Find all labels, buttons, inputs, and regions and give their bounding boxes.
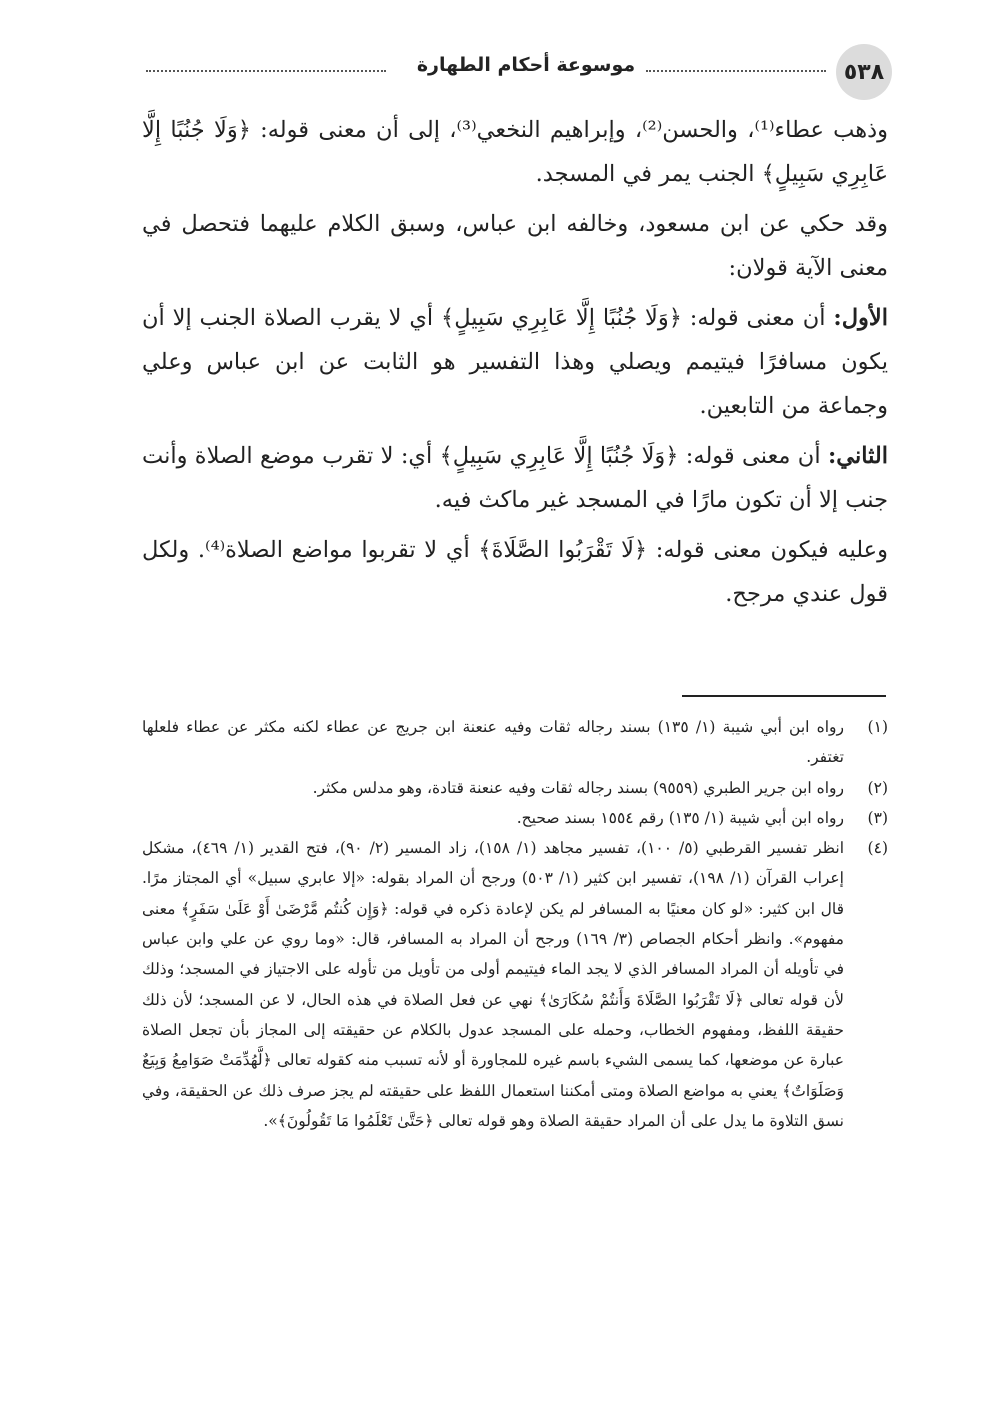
paragraph-second-opinion [142,434,888,522]
footnote [142,803,888,833]
header-dotted-rule-right [646,70,826,72]
paragraph-2: وقد حكي عن ابن مسعود، وخالفه ابن عباس، وسبق الكلام عليهما فتحصل في معنى الآية قولان: [142,211,888,281]
second-opinion-label: الثاني: [827,443,889,469]
footnote [142,773,888,803]
footnotes [142,712,888,1136]
footnote-separator [682,695,886,697]
header-dotted-rule-left [146,70,386,72]
main-text [142,108,888,622]
footnote-text: انظر تفسير القرطبي (٥/ ١٠٠)، تفسير مجاهد (١/ ١٥٨)، زاد المسير (٢/ ٩٠)، فتح القدير (١/ ٤٦٩)، مشكل إعراب القرآن (١/ ١٩٨)، تفسير ابن كثير (١/ ٥٠٣) ورجح أن المراد بقوله: «إلا عابري سبيل» أي المجتاز مرًا. قال ابن كثير: «لو كان معنيًا به المسافر لم يكن لإعادة ذكره في قوله: ﴿وَإِن كُنتُم مَّرْضَىٰ أَوْ عَلَىٰ سَفَرٍ﴾ معنى مفهوم». وانظر أحكام الجصاص (٣/ ١٦٩) ورجح أن المراد به المسافر، قال: «وما روي عن علي وابن عباس في تأويله أن المراد المسافر الذي لا يجد الماء فيتيمم أولى من تأويل من تأوله على الاجتياز في المسجد؛ وذلك لأن قوله تعالى ﴿لَا تَقْرَبُوا الصَّلَاةَ وَأَنتُمْ سُكَارَىٰ﴾ نهي عن فعل الصلاة في هذه الحال، لا عن المسجد؛ لأن ذلك حقيقة اللفظ، ومفهوم الخطاب، وحمله على المسجد عدول بالكلام عن حقيقته إلى المجاز بأن تجعل الصلاة عبارة عن موضعها، كما يسمى الشيء باسم غيره للمجاورة أو لأنه تسبب منه كقوله تعالى ﴿لَّهُدِّمَتْ صَوَامِعُ وَبِيَعٌ وَصَلَوَاتٌ﴾ يعني به مواضع الصلاة ومتى أمكننا استعمال اللفظ على حقيقته لم يجز صرف ذلك عن الحقيقة، وفي نسق التلاوة ما يدل على أن المراد حقيقة الصلاة وهو قوله تعالى ﴿حَتَّىٰ تَعْلَمُوا مَا تَقُولُونَ﴾». [142,839,845,1130]
footnote [142,712,888,773]
first-opinion-text: أن معنى قوله: ﴿وَلَا جُنُبًا إِلَّا عَابِرِي سَبِيلٍ﴾ أي لا يقرب الصلاة الجنب إلا أن يكون مسافرًا فيتيمم ويصلي وهذا التفسير هو الثابت عن ابن عباس وعلي وجماعة من التابعين. [142,305,888,419]
paragraph-1: وذهب عطاء⁽¹⁾، والحسن⁽²⁾، وإبراهيم النخعي⁽³⁾، إلى أن معنى قوله: ﴿وَلَا جُنُبًا إِلَّا عَابِرِي سَبِيلٍ﴾ الجنب يمر في المسجد. [142,117,889,187]
footnote [142,833,888,1136]
footnote-text: رواه ابن أبي شيبة (١/ ١٣٥) رقم ١٥٥٤ بسند صحيح. [516,808,844,827]
footnote-number: (٤) [867,839,888,858]
paragraph-5: وعليه فيكون معنى قوله: ﴿لَا تَقْرَبُوا الصَّلَاةَ﴾ أي لا تقربوا مواضع الصلاة⁽⁴⁾. ولكل قول عندي مرجح. [142,537,888,607]
running-title: موسوعة أحكام الطهارة [416,54,636,76]
footnote-number: (٢) [867,778,888,797]
second-opinion-text: أن معنى قوله: ﴿وَلَا جُنُبًا إِلَّا عَابِرِي سَبِيلٍ﴾ أي: لا تقرب موضع الصلاة وأنت جنب إلا أن تكون مارًا في المسجد غير ماكث فيه. [142,443,888,513]
footnote-text: رواه ابن جرير الطبري (٩٥٥٩) بسند رجاله ثقات وفيه عنعنة قتادة، وهو مدلس مكثر. [312,778,844,797]
footnote-number: (٣) [867,808,888,827]
footnote-text: رواه ابن أبي شيبة (١/ ١٣٥) بسند رجاله ثقات وفيه عنعنة ابن جريج عن عطاء لكنه مكثر عن عطاء فلعلها تغتفر. [142,718,844,767]
page-header [140,44,892,100]
page-number-badge: ٥٣٨ [836,44,892,100]
first-opinion-label: الأول: [833,305,888,331]
paragraph-first-opinion [142,296,888,428]
footnote-number: (١) [867,718,888,736]
